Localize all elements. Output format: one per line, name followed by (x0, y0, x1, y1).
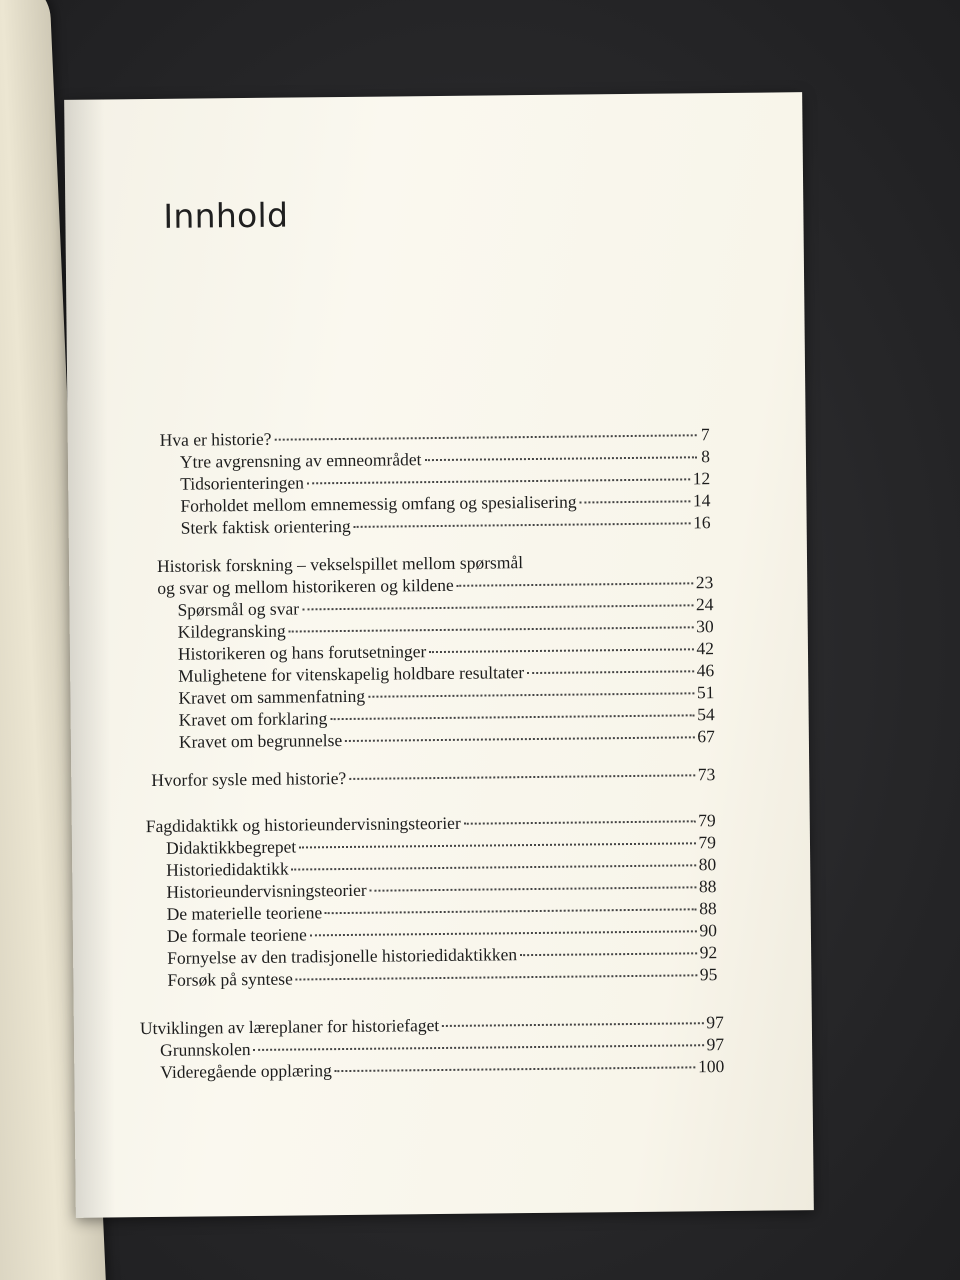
toc-subentry-page: 92 (699, 942, 718, 963)
dot-leader (345, 736, 694, 742)
toc-subentry-label: Kravet om begrunnelse (178, 730, 343, 752)
toc-subentry-page: 88 (699, 898, 717, 919)
dot-leader (464, 820, 696, 824)
dot-leader (254, 1044, 704, 1051)
dot-leader (325, 908, 696, 914)
toc-subentry-page: 8 (701, 446, 711, 467)
toc-entry (151, 763, 715, 791)
toc-entry-label: Hva er historie? (159, 428, 272, 450)
dot-leader (349, 774, 695, 780)
toc-subentry-page: 80 (698, 854, 717, 875)
toc-subentry-label: Didaktikkbegrepet (165, 836, 297, 858)
toc-subentry-label: Kravet om forklaring (178, 708, 328, 730)
toc-subentry-label: De materielle teoriene (166, 902, 323, 924)
page-title: Innhold (163, 195, 289, 236)
toc-subentry-page: 54 (697, 704, 715, 725)
toc-subentry-label: Historikeren og hans forutsetninger (177, 641, 427, 664)
toc-entry-page: 97 (706, 1012, 724, 1033)
toc-subentry-label: Tidsorienteringen (180, 472, 305, 494)
dot-leader (580, 500, 690, 503)
toc-subentry (181, 511, 711, 539)
toc-entry-page: 79 (698, 810, 716, 831)
toc-subentry-page: 51 (696, 682, 715, 703)
toc-subentry-label: Historieundervisningsteorier (166, 879, 367, 902)
toc-subentry (167, 963, 717, 991)
toc-subentry-label: Ytre avgrensning av emneområdet (179, 449, 422, 472)
toc-subentry-label: De formale teoriene (166, 924, 307, 946)
toc-subentry-page: 88 (698, 876, 717, 897)
toc-subentry-page: 30 (696, 616, 714, 637)
dot-leader (368, 692, 694, 697)
dot-leader (370, 886, 696, 891)
toc-subentry-label: Sterk faktisk orientering (180, 515, 351, 538)
toc-subentry-page: 42 (696, 638, 715, 659)
dot-leader (292, 864, 696, 870)
toc-subentry (179, 725, 715, 753)
toc-subentry-label: Mulighetene for vitenskapelig holdbare resultater (178, 662, 525, 686)
toc-subentry-page: 90 (699, 920, 718, 941)
toc-entry-label: og svar og mellom historikeren og kildene (157, 574, 454, 598)
toc-subentry-page: 24 (695, 594, 714, 615)
toc-entry-page: 73 (697, 764, 716, 785)
toc-entry-page: 7 (700, 424, 710, 445)
dot-leader (354, 522, 690, 528)
toc-subentry-page: 97 (706, 1034, 725, 1055)
toc-subentry-label: Kildegransking (177, 620, 286, 642)
toc-entry-label: Fagdidaktikk og historieundervisningsteorier (145, 812, 461, 837)
toc-subentry-page: 12 (692, 468, 711, 489)
table-of-contents (64, 92, 814, 1218)
toc-subentry-page: 79 (698, 832, 717, 853)
toc-subentry-label: Fornyelse av den tradisjonelle historiedidaktikken (167, 944, 518, 968)
toc-subentry-label: Forsøk på syntese (167, 968, 293, 990)
toc-subentry-label: Spørsmål og svar (177, 598, 300, 620)
dot-leader (424, 456, 696, 461)
dot-leader (457, 582, 693, 586)
dot-leader (335, 1066, 695, 1072)
dot-leader (296, 974, 697, 980)
dot-leader (299, 842, 695, 848)
toc-subentry-label: Kravet om sammenfatning (178, 685, 366, 708)
dot-leader (307, 478, 690, 484)
toc-subentry-page: 95 (699, 964, 718, 985)
toc-subentry-page: 67 (697, 726, 715, 747)
dot-leader (289, 626, 694, 632)
dot-leader (429, 648, 693, 653)
toc-subentry-label: Grunnskolen (160, 1038, 251, 1060)
dot-leader (310, 930, 697, 936)
toc-entry-label-line1: Historisk forskning – vekselspillet mellom spørsmål (156, 552, 524, 576)
toc-entry-label: Hvorfor sysle med historie? (151, 767, 347, 791)
toc-entry-label: Utviklingen av læreplaner for historiefaget (139, 1015, 440, 1039)
toc-subentry-page: 16 (693, 512, 711, 533)
toc-subentry-page: 46 (696, 660, 715, 681)
toc-subentry-label: Forholdet mellom emnemessig omfang og spesialisering (180, 491, 577, 516)
toc-subentry-label: Videregående opplæring (160, 1060, 332, 1082)
dot-leader (520, 952, 697, 956)
toc-subentry-label: Historiedidaktikk (166, 858, 289, 880)
toc-entry-page: 23 (695, 572, 714, 593)
dot-leader (442, 1022, 703, 1027)
dot-leader (302, 604, 693, 610)
toc-subentry-page: 100 (697, 1056, 725, 1077)
dot-leader (527, 670, 694, 674)
dot-leader (330, 714, 694, 720)
dot-leader (274, 434, 696, 440)
toc-subentry (160, 1055, 724, 1083)
book-page (64, 92, 814, 1218)
toc-subentry-page: 14 (692, 490, 711, 511)
